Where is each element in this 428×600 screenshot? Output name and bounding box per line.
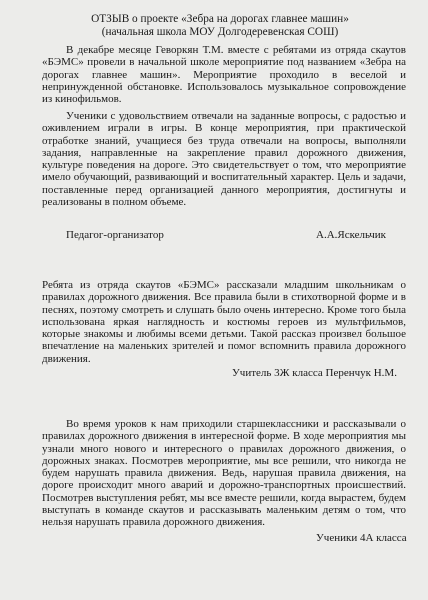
document-header <box>40 13 400 39</box>
teacher-signature: Учитель 3Ж класса Перенчук Н.М. <box>232 367 397 379</box>
review-paragraph-1 <box>42 44 406 105</box>
document-title: ОТЗЫВ о проекте «Зебра на дорогах главнее машин» <box>91 13 349 25</box>
document-subtitle: (начальная школа МОУ Долгодеревенская СОШ) <box>101 26 339 38</box>
review-paragraph-1-text: В декабре месяце Геворкян Т.М. вместе с ребятами из отряда скаутов «БЭМС» провели в начальной школе мероприятие под названием «Зебра на дорогах главнее машин». Мероприятие проходило в веселой и непринужденной обстановке. Использовалось музыкальное сопровождение из кинофильмов. <box>42 44 406 106</box>
students-review-text: Во время уроков к нам приходили старшеклассники и рассказывали о правилах дорожного движения в интересной форме. В ходе мероприятия мы узнали много нового и интересного о правилах дорожного движения, о дорожных знаках. Посмотрев мероприятие, мы все решили, что никогда не будем нарушать правила движения. Ведь, нарушая правила движения, на дороге происходит много аварий и дорожно-транспортных происшествий. Посмотрев выступления ребят, мы все вместе решили, когда вырастем, будем выступать в команде скаутов и рассказывать маленьким детям о том, что нельзя нарушать правила дорожного движения. <box>42 418 406 529</box>
teacher-review-text: Ребята из отряда скаутов «БЭМС» рассказали младшим школьникам о правилах дорожного движения. Все правила были в стихотворной форме и в песнях, поэтому смотреть и слушать было очень интересно. Кроме того была использована яркая наглядность и костюмы героев из мультфильмов, которые знакомы и любимы всеми детьми. Такой рассказ произвел большое впечатление на маленьких зрителей и помог вспомнить правила дорожного движения. <box>42 279 406 365</box>
review-paragraph-2 <box>42 110 406 208</box>
students-review-paragraph <box>42 418 406 529</box>
signer-name: А.А.Яскельчик <box>316 229 386 241</box>
students-signature: Ученики 4А класса <box>316 532 407 544</box>
review-paragraph-2-text: Ученики с удовольствием отвечали на заданные вопросы, с радостью и оживлением играли в игры. В конце мероприятия, при практической отработке знаний, учащиеся без труда отвечали на вопросы, выполняли задания, направленные на закрепление правил дорожного движения, культуре поведения на дороге. Это свидетельствует о том, что мероприятие имело обучающий, развивающий и воспитательный характер. Цель и задачи, поставленные перед организацией данного мероприятия, достигнуты и реализованы в полном объеме. <box>42 110 406 209</box>
teacher-review-paragraph <box>42 279 406 365</box>
signer-role: Педагог-организатор <box>66 229 164 241</box>
